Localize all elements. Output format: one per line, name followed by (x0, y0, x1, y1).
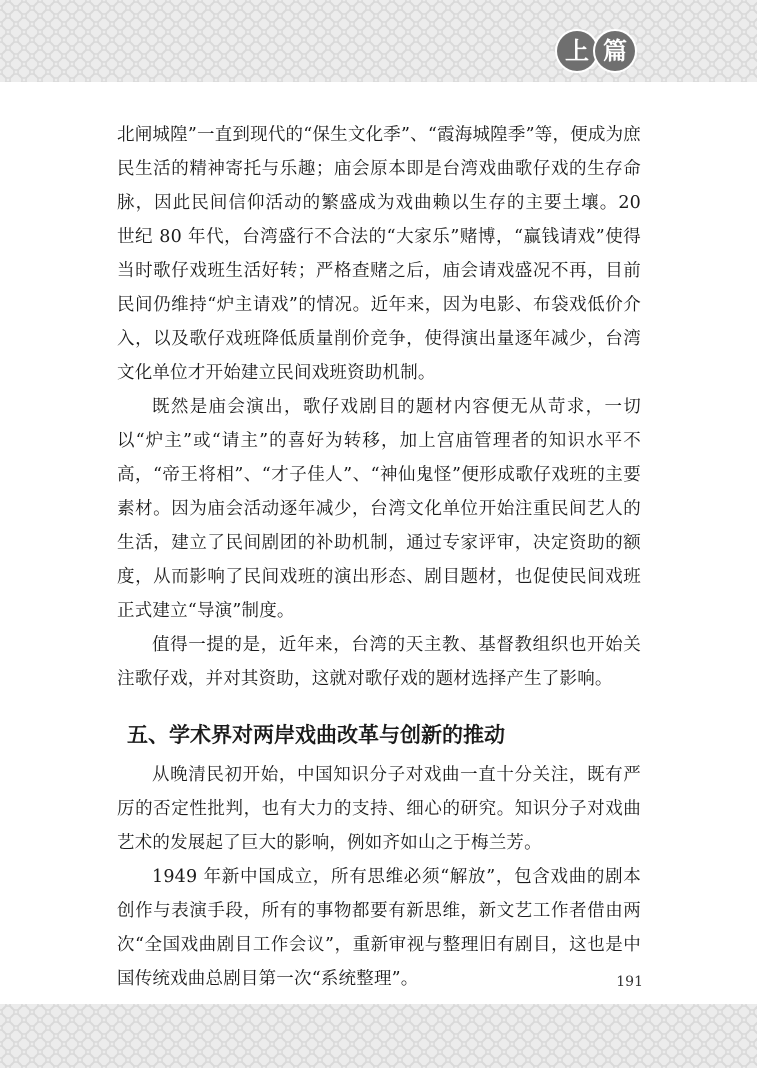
paragraph: 从晚清民初开始，中国知识分子对戏曲一直十分关注，既有严厉的否定性批判，也有大力的支持、细心的研究。知识分子对戏曲艺术的发展起了巨大的影响，例如齐如山之于梅兰芳。 (117, 765, 641, 853)
badge-char-shang: 上 (557, 31, 597, 71)
header-decorative-band (0, 0, 757, 82)
footer-decorative-band (0, 1004, 757, 1068)
paragraph: 值得一提的是，近年来，台湾的天主教、基督教组织也开始关注歌仔戏，并对其资助，这就对歌仔戏的题材选择产生了影响。 (117, 635, 641, 689)
page-body (117, 118, 641, 996)
paragraph: 既然是庙会演出，歌仔戏剧目的题材内容便无从苛求，一切以“炉主”或“请主”的喜好为转移，加上宫庙管理者的知识水平不高，“帝王将相”、“才子佳人”、“神仙鬼怪”便形成歌仔戏班的主要素材。因为庙会活动逐年减少，台湾文化单位开始注重民间艺人的生活，建立了民间剧团的补助机制，通过专家评审，决定资助的额度，从而影响了民间戏班的演出形态、剧目题材，也促使民间戏班正式建立“导演”制度。 (117, 397, 641, 621)
paragraph: 1949 年新中国成立，所有思维必须“解放”，包含戏曲的剧本创作与表演手段，所有的事物都要有新思维，新文艺工作者借由两次“全国戏曲剧目工作会议”，重新审视与整理旧有剧目，这也是中国传统戏曲总剧目第一次“系统整理”。 (117, 867, 641, 989)
section-heading: 五、学术界对两岸戏曲改革与创新的推动 (127, 723, 505, 747)
page-number: 191 (616, 974, 643, 990)
paragraph-continued: 北闸城隍”一直到现代的“保生文化季”、“霞海城隍季”等，便成为庶民生活的精神寄托与乐趣；庙会原本即是台湾戏曲歌仔戏的生存命脉，因此民间信仰活动的繁盛成为戏曲赖以生存的主要土壤。20 世纪 80 年代，台湾盛行不合法的“大家乐”赌博，“赢钱请戏”使得当时歌仔戏班生活好转；严格查赌之后，庙会请戏盛况不再，目前民间仍维持“炉主请戏”的情况。近年来，因为电影、布袋戏低价介入，以及歌仔戏班降低质量削价竞争，使得演出量逐年减少，台湾文化单位才开始建立民间戏班资助机制。 (117, 125, 641, 383)
badge-char-pian: 篇 (595, 31, 635, 71)
